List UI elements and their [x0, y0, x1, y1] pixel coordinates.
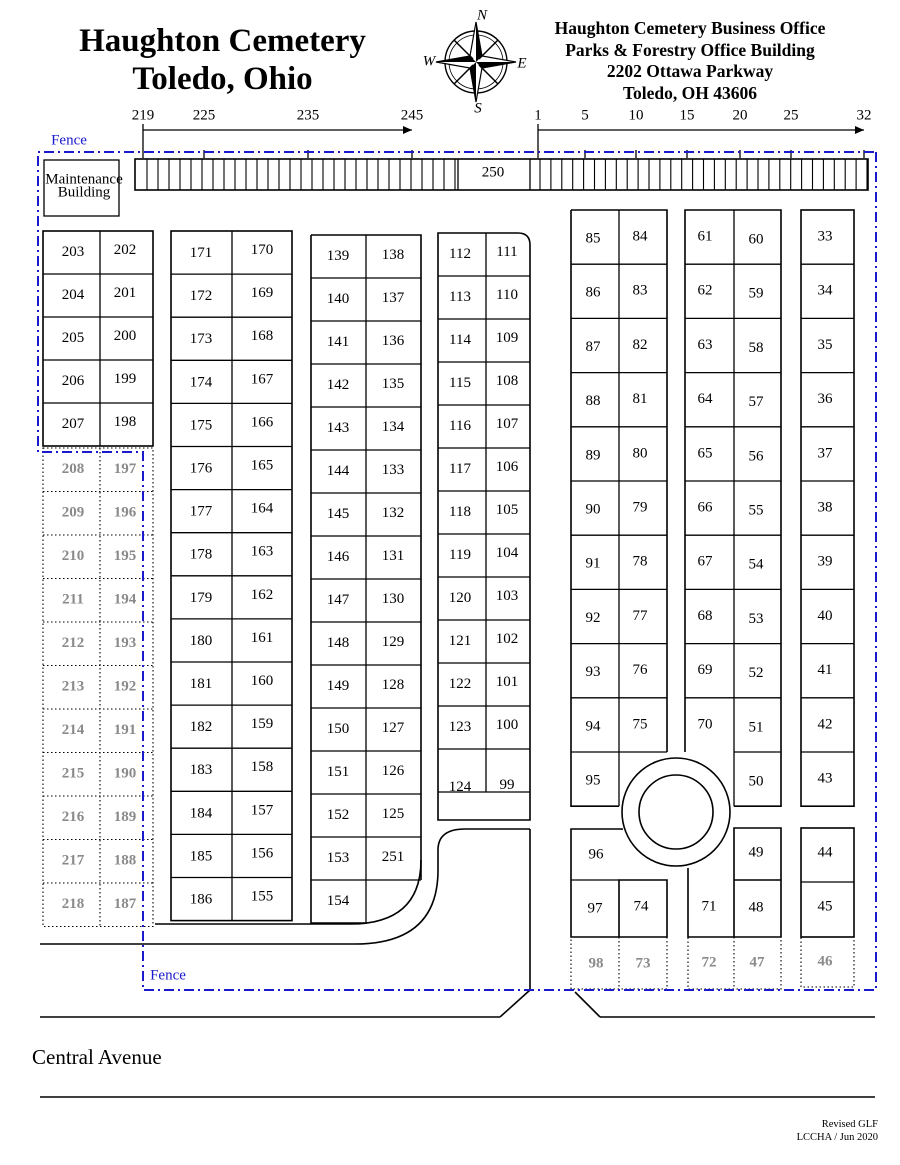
plot-186: 186 [189, 891, 213, 908]
plot-75: 75 [632, 716, 648, 733]
plot-61: 61 [697, 228, 713, 245]
plot-194: 194 [113, 591, 137, 608]
plot-146: 146 [326, 548, 350, 565]
office-line-3: 2202 Ottawa Parkway [606, 61, 774, 81]
plot-140: 140 [326, 290, 350, 307]
plot-101: 101 [495, 673, 519, 690]
plot-64: 64 [697, 391, 713, 408]
plot-139: 139 [326, 247, 350, 264]
plot-206: 206 [61, 372, 85, 389]
plot-141: 141 [326, 333, 350, 350]
scale-left-label-245: 245 [400, 107, 424, 124]
plot-43: 43 [817, 770, 833, 787]
plot-111: 111 [496, 243, 518, 260]
plot-148: 148 [326, 634, 350, 651]
fence-label-bottom: Fence [150, 967, 186, 984]
compass-east-label: E [517, 55, 527, 72]
plot-103: 103 [495, 587, 519, 604]
plot-37: 37 [817, 445, 833, 462]
plot-48: 48 [748, 899, 764, 916]
plot-92: 92 [585, 609, 601, 626]
road-corner-east [575, 992, 600, 1017]
plot-54: 54 [748, 556, 764, 573]
scale-right-label-15: 15 [679, 107, 695, 124]
plot-68: 68 [697, 607, 713, 624]
plot-70: 70 [697, 716, 713, 733]
plot-119: 119 [449, 546, 471, 563]
plot-83: 83 [632, 282, 648, 299]
plot-55: 55 [748, 502, 764, 519]
section-f-lower-outline [688, 828, 781, 937]
plot-216: 216 [61, 809, 85, 826]
plot-124: 124 [448, 778, 472, 795]
plot-201: 201 [113, 284, 137, 301]
plot-120: 120 [448, 589, 472, 606]
plot-46: 46 [817, 953, 833, 970]
plot-172: 172 [189, 288, 213, 305]
plot-51: 51 [748, 719, 764, 736]
plot-126: 126 [381, 762, 405, 779]
plot-52: 52 [748, 665, 764, 682]
maintenance-building-label-1: Maintenance [45, 171, 123, 188]
plot-163: 163 [250, 543, 274, 560]
plot-49: 49 [748, 844, 764, 861]
plot-74: 74 [633, 898, 649, 915]
plot-202: 202 [113, 241, 137, 258]
plot-136: 136 [381, 332, 405, 349]
plot-57: 57 [748, 394, 764, 411]
plot-109: 109 [495, 329, 519, 346]
plot-102: 102 [495, 630, 519, 647]
plot-217: 217 [61, 852, 85, 869]
office-line-4: Toledo, OH 43606 [622, 82, 758, 103]
office-line-2: Parks & Forestry Office Building [565, 39, 815, 60]
plot-197: 197 [113, 461, 137, 478]
plot-193: 193 [113, 635, 137, 652]
plot-156: 156 [250, 845, 274, 862]
central-avenue-label: Central Avenue [32, 1045, 162, 1069]
plot-211: 211 [62, 591, 84, 608]
plot-76: 76 [632, 662, 648, 679]
plot-63: 63 [697, 336, 713, 353]
plot-213: 213 [61, 678, 85, 695]
plot-36: 36 [817, 391, 833, 408]
plot-88: 88 [585, 393, 601, 410]
scale-right-label-5: 5 [581, 107, 589, 124]
section-a-outline [43, 231, 153, 446]
plot-118: 118 [449, 503, 471, 520]
plot-134: 134 [381, 418, 405, 435]
plot-155: 155 [250, 888, 274, 905]
plot-121: 121 [448, 632, 472, 649]
scale-left-label-219: 219 [131, 107, 155, 124]
plot-132: 132 [381, 504, 405, 521]
plot-47: 47 [749, 954, 765, 971]
scale-right-label-20: 20 [732, 107, 748, 124]
plot-123: 123 [448, 718, 472, 735]
plot-144: 144 [326, 462, 350, 479]
plot-34: 34 [817, 282, 833, 299]
plot-164: 164 [250, 500, 274, 517]
compass-north-label: N [476, 7, 488, 24]
scale-right-label-32: 32 [856, 107, 872, 124]
plot-214: 214 [61, 722, 85, 739]
plot-44: 44 [817, 844, 833, 861]
plot-151: 151 [326, 763, 350, 780]
plot-85: 85 [585, 230, 601, 247]
plot-56: 56 [748, 448, 764, 465]
plot-78: 78 [632, 553, 648, 570]
plot-188: 188 [113, 852, 137, 869]
fence-label-top: Fence [51, 132, 87, 149]
plot-209: 209 [61, 504, 85, 521]
plot-125: 125 [381, 805, 405, 822]
plot-84: 84 [632, 228, 648, 245]
scale-right-label-10: 10 [628, 107, 644, 124]
plot-110: 110 [496, 286, 518, 303]
plot-50: 50 [748, 773, 764, 790]
plot-208: 208 [61, 461, 85, 478]
plot-38: 38 [817, 499, 833, 516]
plot-210: 210 [61, 548, 85, 565]
plot-145: 145 [326, 505, 350, 522]
plot-138: 138 [381, 246, 405, 263]
plot-128: 128 [381, 676, 405, 693]
plot-204: 204 [61, 286, 85, 303]
scale-right-arrowhead [855, 126, 864, 134]
plot-178: 178 [189, 546, 213, 563]
plot-79: 79 [632, 499, 648, 516]
plot-158: 158 [250, 759, 274, 776]
plot-182: 182 [189, 719, 213, 736]
plot-45: 45 [817, 898, 833, 915]
plot-60: 60 [748, 231, 764, 248]
plot-58: 58 [748, 339, 764, 356]
plot-159: 159 [250, 716, 274, 733]
plot-199: 199 [113, 370, 137, 387]
plot-113: 113 [449, 288, 471, 305]
plot-81: 81 [632, 391, 648, 408]
plot-187: 187 [113, 896, 137, 913]
plot-218: 218 [61, 896, 85, 913]
title-line-2: Toledo, Ohio [132, 61, 313, 97]
plot-116: 116 [449, 417, 471, 434]
plot-98: 98 [588, 955, 604, 972]
plot-77: 77 [632, 607, 648, 624]
plot-65: 65 [697, 445, 713, 462]
plot-62: 62 [697, 282, 713, 299]
row-250-label: 250 [481, 164, 505, 181]
plot-162: 162 [250, 586, 274, 603]
plot-184: 184 [189, 805, 213, 822]
plot-152: 152 [326, 806, 350, 823]
plot-114: 114 [449, 331, 471, 348]
plot-41: 41 [817, 662, 833, 679]
plot-176: 176 [189, 460, 213, 477]
road-corner-west [500, 990, 530, 1017]
compass-west-label: W [422, 53, 436, 70]
plot-80: 80 [632, 445, 648, 462]
plot-93: 93 [585, 664, 601, 681]
plot-90: 90 [585, 501, 601, 518]
plot-147: 147 [326, 591, 350, 608]
plot-73: 73 [635, 955, 651, 972]
plot-107: 107 [495, 415, 519, 432]
plot-33: 33 [817, 228, 833, 245]
plot-131: 131 [381, 547, 405, 564]
plot-66: 66 [697, 499, 713, 516]
plot-35: 35 [817, 336, 833, 353]
plot-95: 95 [585, 772, 601, 789]
plot-181: 181 [189, 675, 213, 692]
plot-177: 177 [189, 503, 213, 520]
plot-157: 157 [250, 802, 274, 819]
plot-133: 133 [381, 461, 405, 478]
plot-196: 196 [113, 504, 137, 521]
plot-192: 192 [113, 678, 137, 695]
plot-86: 86 [585, 284, 601, 301]
plot-180: 180 [189, 632, 213, 649]
plot-150: 150 [326, 720, 350, 737]
plot-104: 104 [495, 544, 519, 561]
plot-212: 212 [61, 635, 85, 652]
plot-198: 198 [113, 413, 137, 430]
plot-168: 168 [250, 328, 274, 345]
plot-130: 130 [381, 590, 405, 607]
plot-179: 179 [189, 589, 213, 606]
plot-195: 195 [113, 548, 137, 565]
plot-171: 171 [189, 244, 213, 261]
plot-106: 106 [495, 458, 519, 475]
plot-200: 200 [113, 327, 137, 344]
plot-203: 203 [61, 243, 85, 260]
plot-59: 59 [748, 285, 764, 302]
plot-72: 72 [701, 954, 717, 971]
plot-190: 190 [113, 765, 137, 782]
plot-175: 175 [189, 417, 213, 434]
title-line-1: Haughton Cemetery [79, 23, 366, 59]
plot-71: 71 [701, 898, 717, 915]
maintenance-building-label-2: Building [57, 184, 111, 201]
plot-53: 53 [748, 610, 764, 627]
section-e-lower-outline [571, 829, 667, 937]
scale-left-label-225: 225 [192, 107, 216, 124]
plot-173: 173 [189, 331, 213, 348]
revision-line-2: LCCHA / Jun 2020 [796, 1132, 878, 1143]
plot-117: 117 [449, 460, 471, 477]
plot-174: 174 [189, 374, 213, 391]
roundabout-island [639, 775, 713, 849]
plot-191: 191 [113, 722, 137, 739]
plot-170: 170 [250, 241, 274, 258]
plot-40: 40 [817, 607, 833, 624]
plot-129: 129 [381, 633, 405, 650]
plot-108: 108 [495, 372, 519, 389]
plot-42: 42 [817, 716, 833, 733]
plot-189: 189 [113, 809, 137, 826]
plot-137: 137 [381, 289, 405, 306]
plot-169: 169 [250, 285, 274, 302]
plot-94: 94 [585, 718, 601, 735]
plot-143: 143 [326, 419, 350, 436]
plot-100: 100 [495, 716, 519, 733]
plot-67: 67 [697, 553, 713, 570]
plot-149: 149 [326, 677, 350, 694]
plot-215: 215 [61, 765, 85, 782]
plot-87: 87 [585, 338, 601, 355]
plot-135: 135 [381, 375, 405, 392]
scale-left-label-235: 235 [296, 107, 320, 124]
plot-97: 97 [587, 900, 603, 917]
plot-161: 161 [250, 629, 274, 646]
section-a-faded-outline [43, 448, 153, 927]
compass-south-label: S [474, 100, 482, 117]
plot-165: 165 [250, 457, 274, 474]
revision-line-1: Revised GLF [821, 1119, 878, 1130]
plot-112: 112 [449, 245, 471, 262]
plot-39: 39 [817, 553, 833, 570]
plot-82: 82 [632, 336, 648, 353]
plot-89: 89 [585, 447, 601, 464]
scale-right-label-25: 25 [783, 107, 799, 124]
scale-left-arrowhead [403, 126, 412, 134]
plot-127: 127 [381, 719, 405, 736]
plot-251: 251 [381, 848, 405, 865]
plot-96: 96 [588, 846, 604, 863]
plot-122: 122 [448, 675, 472, 692]
plot-69: 69 [697, 662, 713, 679]
plot-205: 205 [61, 329, 85, 346]
plot-207: 207 [61, 415, 85, 432]
scale-right-label-1: 1 [534, 107, 542, 124]
office-line-1: Haughton Cemetery Business Office [554, 18, 826, 38]
plot-153: 153 [326, 849, 350, 866]
plot-185: 185 [189, 848, 213, 865]
plot-99: 99 [499, 776, 515, 793]
plot-167: 167 [250, 371, 274, 388]
plot-105: 105 [495, 501, 519, 518]
plot-183: 183 [189, 762, 213, 779]
plot-166: 166 [250, 414, 274, 431]
plot-154: 154 [326, 892, 350, 909]
plot-91: 91 [585, 555, 601, 572]
plot-142: 142 [326, 376, 350, 393]
plot-160: 160 [250, 672, 274, 689]
plot-115: 115 [449, 374, 471, 391]
